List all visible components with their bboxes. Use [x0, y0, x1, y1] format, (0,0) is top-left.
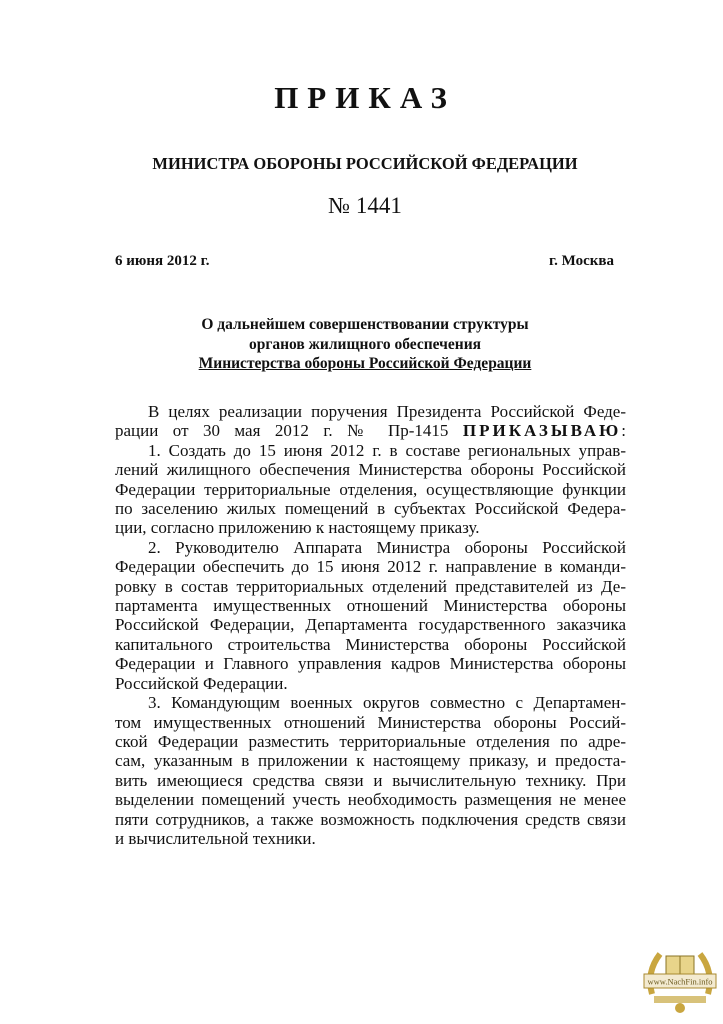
order-keyword: ПРИКАЗЫВАЮ [462, 421, 622, 441]
svg-text:www.NachFin.info: www.NachFin.info [647, 976, 713, 987]
body-line: Российской Федерации. [115, 673, 288, 693]
order-heading [0, 315, 723, 374]
body-line: выделении помещений учесть необходимость размещения не менее [115, 790, 626, 810]
body-line: пяти сотрудников, а также возможность подключения средств связи [115, 809, 626, 829]
issuer-subtitle: МИНИСТРА ОБОРОНЫ РОССИЙСКОЙ ФЕДЕРАЦИИ [152, 154, 578, 173]
document-title: ПРИКАЗ [274, 80, 456, 115]
body-text: рации от 30 мая 2012 г. № Пр-1415 [115, 421, 463, 441]
body-line: 1. Создать до 15 июня 2012 г. в составе региональных управ- [148, 440, 626, 460]
heading-line: Министерства обороны Российской Федерации [198, 355, 532, 372]
body-line: Федерации и Главного управления кадров Министерства обороны [115, 654, 626, 674]
order-number: № 1441 [328, 193, 402, 218]
body-line: 2. Руководителю Аппарата Министра обороны Российской [148, 537, 626, 557]
body-line: по заселению жилых помещений в субъектах Российской Федера- [115, 499, 626, 519]
body-line: Российской Федерации, Департамента государственного заказчика [115, 615, 626, 635]
body-line: Федерации обеспечить до 15 июня 2012 г. направление в команди- [115, 557, 626, 577]
order-date: 6 июня 2012 г. [115, 253, 210, 269]
order-city: г. Москва [549, 253, 614, 269]
body-line: и вычислительной техники. [115, 828, 316, 848]
watermark-logo [642, 944, 718, 1016]
body-line: партамента имущественных отношений Министерства обороны [115, 596, 626, 616]
body-line: сам, указанным в приложении к настоящему приказу, и предоста- [115, 751, 626, 771]
laurel-emblem-icon [642, 944, 718, 1016]
body-line: ции, согласно приложению к настоящему приказу. [115, 518, 480, 538]
body-line: В целях реализации поручения Президента Российской Феде- [148, 402, 626, 421]
body-line: лений жилищного обеспечения Министерства обороны Российской [115, 460, 626, 480]
heading-line: О дальнейшем совершенствовании структуры [201, 316, 529, 333]
body-text: : [621, 421, 626, 441]
order-body [115, 402, 626, 848]
body-line: ской Федерации разместить территориальные отделения по адре- [115, 731, 626, 751]
body-line: том имущественных отношений Министерства обороны Россий- [115, 712, 626, 732]
body-line: вить имеющиеся средства связи и вычислительную технику. При [115, 770, 626, 790]
body-line: капитального строительства Министерства обороны Российской [115, 634, 626, 654]
heading-line: органов жилищного обеспечения [248, 335, 482, 353]
body-line: 3. Командующим военных округов совместно с Департамен- [148, 693, 626, 713]
body-line: Федерации территориальные отделения, осуществляющие функции [115, 479, 626, 499]
body-line: ровку в состав территориальных отделений представителей из Де- [115, 576, 626, 596]
body-line [115, 421, 626, 440]
